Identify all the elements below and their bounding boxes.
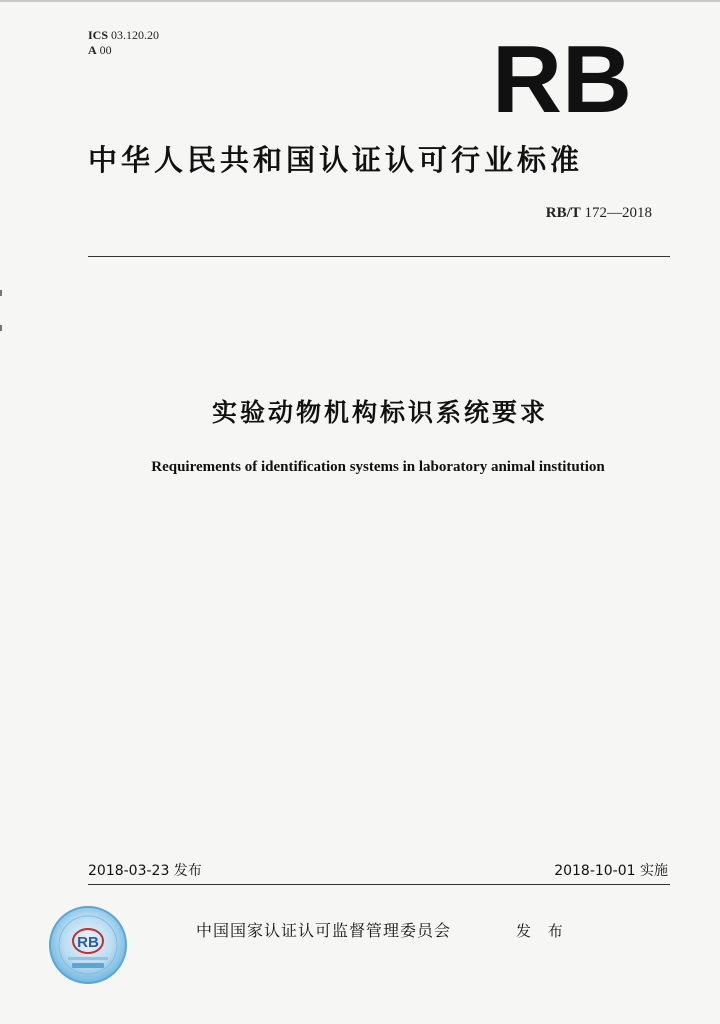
header-divider — [88, 256, 670, 257]
standard-number — [546, 205, 652, 222]
document-title-english: Requirements of identification systems in laboratory animal institution — [151, 459, 605, 475]
class-line — [88, 43, 159, 58]
class-code: 00 — [99, 43, 112, 57]
document-title-chinese: 实验动物机构标识系统要求 — [211, 398, 548, 427]
implementation-date: 2018-10-01 实施 — [554, 863, 668, 879]
standard-number-value: 172—2018 — [584, 205, 652, 221]
edge-mark — [0, 290, 2, 296]
top-edge-line — [0, 0, 720, 2]
seal-logo-text: RB — [77, 934, 99, 951]
rb-logo-text: RB — [492, 36, 632, 118]
class-label: A — [88, 43, 97, 57]
footer-divider — [88, 884, 670, 885]
ics-code: 03.120.20 — [111, 28, 160, 42]
ics-line — [88, 28, 159, 43]
publishing-authority: 中国国家认证认可监督管理委员会 — [196, 921, 452, 940]
classification-codes — [88, 28, 159, 58]
issue-date: 2018-03-23 发布 — [88, 863, 202, 879]
publish-word: 发 布 — [516, 922, 569, 940]
ics-label: ICS — [88, 28, 109, 42]
standard-category-title: 中华人民共和国认证认可行业标准 — [88, 143, 584, 177]
anti-counterfeit-seal — [48, 905, 128, 985]
rb-logo — [490, 36, 635, 118]
standard-number-prefix: RB/T — [545, 205, 581, 221]
edge-mark — [0, 325, 2, 331]
